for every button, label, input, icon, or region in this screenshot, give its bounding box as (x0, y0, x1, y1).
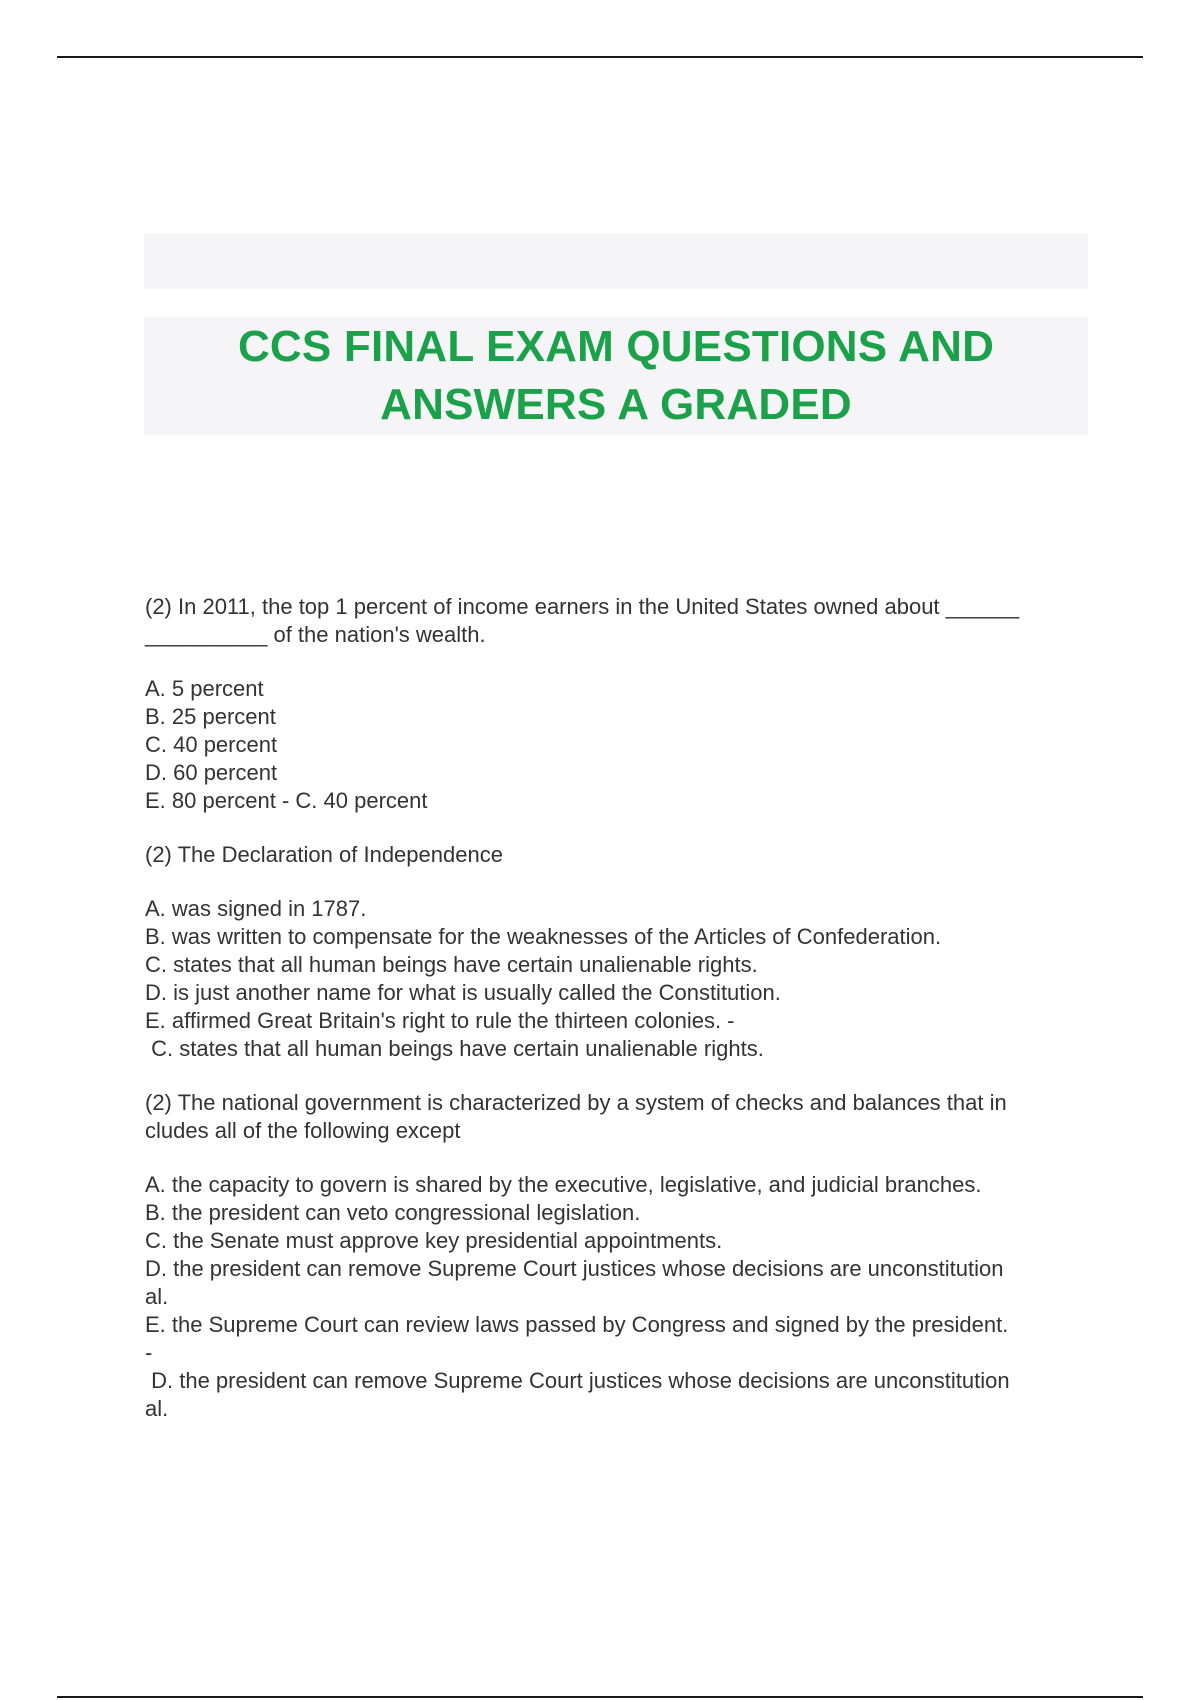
question-list (145, 593, 1095, 1449)
answer-line: D. the president can remove Supreme Court justices whose decisions are unconstitution (145, 1368, 1010, 1393)
option-line: E. affirmed Great Britain's right to rule the thirteen colonies. - (145, 1008, 735, 1033)
option-line: B. 25 percent (145, 704, 276, 729)
option-line: C. 40 percent (145, 732, 278, 757)
option-line: al. (145, 1284, 169, 1309)
option-line: D. is just another name for what is usually called the Constitution. (145, 980, 781, 1005)
option-line: A. 5 percent (145, 676, 264, 701)
title-line-1: CCS FINAL EXAM QUESTIONS AND (237, 322, 995, 371)
question-text-line: __________ of the nation's wealth. (145, 622, 486, 647)
question-2-options (145, 895, 1095, 1063)
question-text-line: (2) In 2011, the top 1 percent of income earners in the United States owned about ______ (145, 594, 1020, 619)
document-title (144, 318, 1088, 434)
title-band-upper (144, 233, 1088, 289)
option-line: E. the Supreme Court can review laws passed by Congress and signed by the president. (145, 1312, 1009, 1337)
option-line: B. the president can veto congressional legislation. (145, 1200, 641, 1225)
answer-line: C. states that all human beings have certain unalienable rights. (145, 1036, 764, 1061)
option-line: B. was written to compensate for the weaknesses of the Articles of Confederation. (145, 924, 942, 949)
question-1-options (145, 675, 1095, 815)
question-text-line: cludes all of the following except (145, 1118, 461, 1143)
option-line: C. states that all human beings have certain unalienable rights. (145, 952, 758, 977)
answer-line: al. (145, 1396, 169, 1421)
top-rule (57, 56, 1143, 58)
title-band (144, 317, 1088, 435)
option-line-with-answer: E. 80 percent - C. 40 percent (145, 788, 428, 813)
question-1-prompt (145, 593, 1095, 649)
question-text-line: (2) The national government is characterized by a system of checks and balances that in (145, 1090, 1007, 1115)
question-3-prompt (145, 1089, 1095, 1145)
option-line: D. the president can remove Supreme Court justices whose decisions are unconstitution (145, 1256, 1004, 1281)
option-line: D. 60 percent (145, 760, 278, 785)
option-line: - (145, 1340, 153, 1365)
option-line: C. the Senate must approve key presidential appointments. (145, 1228, 723, 1253)
bottom-rule (57, 1696, 1143, 1698)
question-text-line: (2) The Declaration of Independence (145, 842, 503, 867)
option-line: A. the capacity to govern is shared by the executive, legislative, and judicial branches. (145, 1172, 982, 1197)
question-3-options (145, 1171, 1095, 1423)
option-line: A. was signed in 1787. (145, 896, 367, 921)
title-line-2: ANSWERS A GRADED (380, 380, 852, 429)
question-2-prompt (145, 841, 1095, 869)
